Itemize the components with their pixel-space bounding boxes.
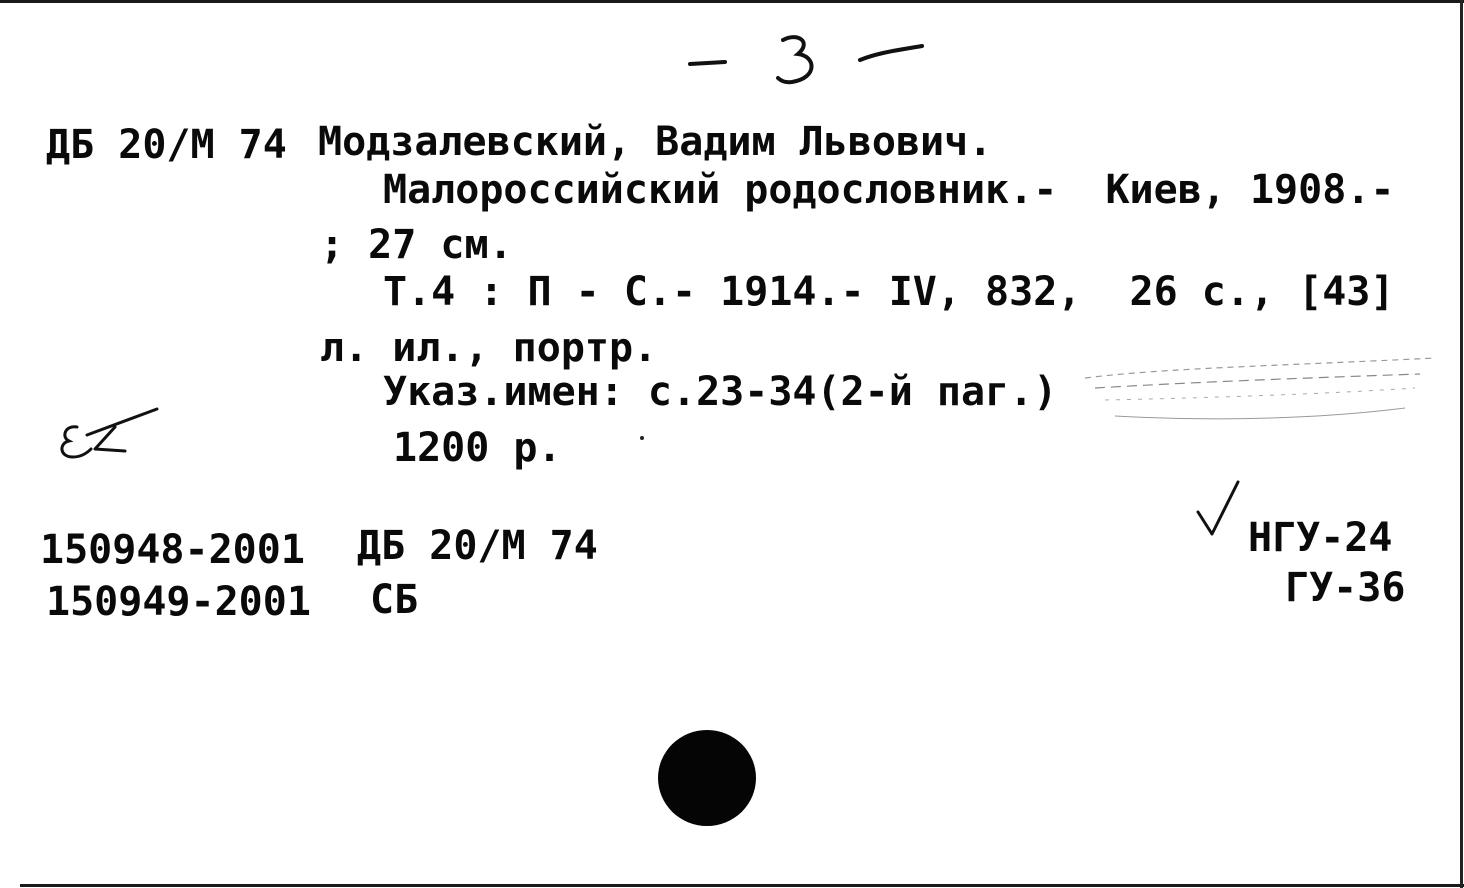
handwritten-page-number — [680, 32, 940, 92]
card-top-edge — [0, 0, 1464, 3]
price-line: 1200 р. — [393, 425, 562, 471]
card-bottom-edge — [20, 884, 1464, 887]
illustrations-line: л. ил., портр. — [320, 325, 658, 371]
holding-gu: ГУ-36 — [1285, 565, 1406, 611]
call-number: ДБ 20/М 74 — [46, 122, 287, 168]
title-line: Малороссийский родословник.- Киев, 1908.- — [383, 167, 1395, 213]
card-right-edge — [1460, 0, 1463, 888]
ink-speck — [640, 436, 644, 440]
handwritten-mark — [55, 405, 175, 465]
punch-hole — [658, 730, 756, 826]
size-line: ; 27 см. — [320, 222, 513, 268]
inventory-location-2: СБ — [370, 577, 419, 623]
inventory-number-1: 150948-2001 — [40, 527, 305, 573]
inventory-number-2: 150949-2001 — [46, 579, 311, 625]
inventory-location-1: ДБ 20/М 74 — [357, 523, 598, 569]
volume-line: Т.4 : П - С.- 1914.- IV, 832, 26 с., [43] — [383, 269, 1395, 315]
checkmark-icon — [1190, 478, 1250, 548]
index-note-line: Указ.имен: с.23-34(2-й паг.) — [383, 369, 1058, 415]
author-heading: Модзалевский, Вадим Львович. — [318, 119, 993, 165]
ink-smudge — [1075, 348, 1455, 428]
holding-ngu: НГУ-24 — [1248, 515, 1393, 561]
